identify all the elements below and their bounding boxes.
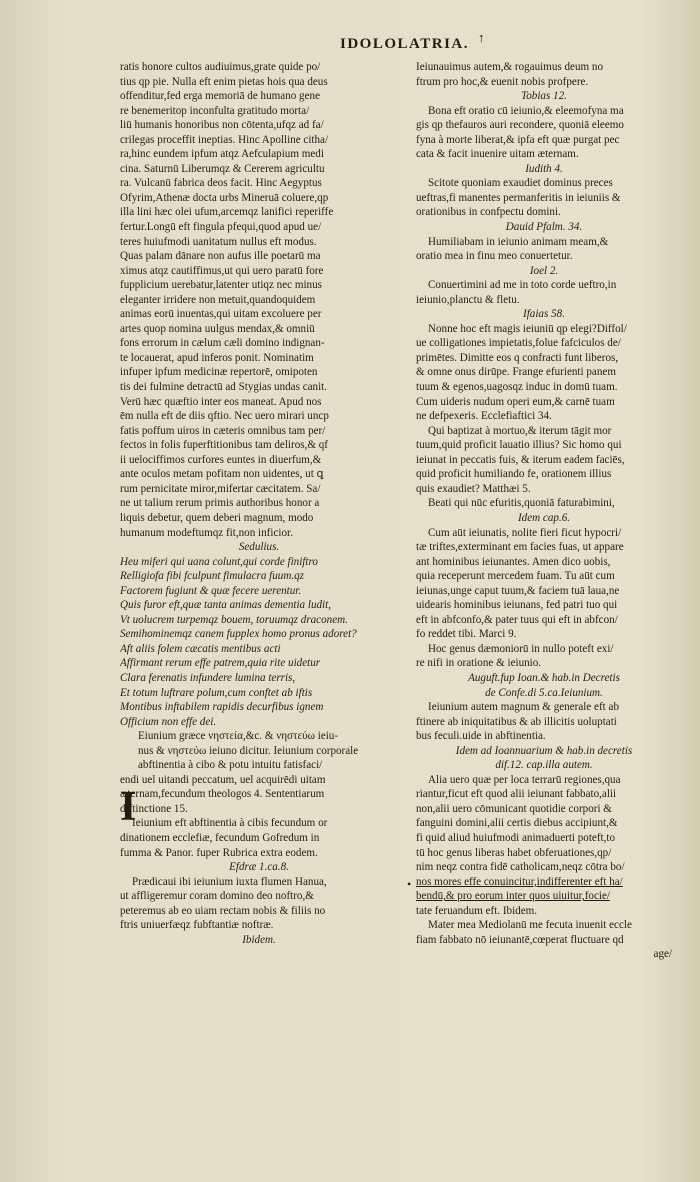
text-line: Quis furor eft,quæ tanta animas dementia ludit,	[120, 599, 331, 612]
text-line: & omne onus dirūpe. Frange efurienti panem	[416, 366, 616, 379]
text-line: nim neqz contra fidē catholicam,neqz cōtra bo/	[416, 861, 625, 874]
text-line: tis dei fulmine detractū ad Stygias undas canit.	[120, 381, 328, 394]
text-line: peteremus ab eo uiam rectam nobis & filiis no	[120, 904, 326, 917]
text-line: rum pernicitate miror,mifertar cæcitatem. Sa/	[120, 482, 321, 495]
text-line: tate feruandum eft. Ibidem.	[416, 904, 538, 917]
text-line: fertur.Longū eft fingula pfequi,quod apud ue/	[120, 221, 322, 234]
text-line: ra,hinc eundem ipfum atqz Aefculapium medi	[120, 148, 324, 161]
text-line: crilegas proceffit ineptias. Hinc Apolline citha/	[120, 133, 329, 146]
text-line: ftrum pro hoc,& euenit nobis profpere.	[416, 75, 589, 88]
text-line: riantur,ficut eft quod alii ieiunant fabbato,alii	[416, 788, 617, 801]
text-line: abftinentia à cibo & potu intuitu fatisfaci/	[138, 759, 323, 772]
text-line: ftris uniuerfæqz fubftantiæ noftræ.	[120, 919, 274, 932]
text-line: Scitote quoniam exaudiet dominus preces	[428, 177, 613, 190]
text-line: fectos in folis fuperftitionibus tam deliros,& qf	[120, 439, 328, 452]
text-line: fumma & Panor. fuper Rubrica extra eodem.	[120, 846, 318, 859]
text-line: tū hoc genus liberas habet obferuationes,qp/	[416, 846, 612, 859]
text-line: ant hominibus ieiunantes. Amen dico uobis,	[416, 555, 611, 568]
text-line: ieiunas,unge caput tuum,& faciem tuā laua,ne	[416, 584, 620, 597]
text-line: Relligiofa fibi fculpunt fimulacra fuum.qz	[120, 570, 304, 583]
text-line: fupplicium uerebatur,latenter utiqz nec minus	[120, 279, 322, 292]
text-line: Aft aliis folem cæcatis mentibus acti	[120, 642, 281, 655]
text-line: Et totum luftrare polum,cum conftet ab iftis	[120, 686, 313, 699]
text-line: Cum uideris nudum operi eum,& carnē tuam	[416, 395, 615, 408]
text-line: cata & facit inuenire uitam æternam.	[416, 148, 579, 161]
text-line: ratis honore cultos audiuimus,grate quide po/	[120, 61, 321, 73]
text-line: quis exaudiet? Matthæi 5.	[416, 482, 531, 495]
text-line: endi uel uitandi peccatum, uel acquirēdi uitam	[120, 773, 326, 786]
text-line: illa lini hæc olei ufum,arcemqz lanifici reperiffe	[120, 206, 334, 219]
text-line: oratio mea in finu meo conuertetur.	[416, 250, 573, 263]
text-line: tius qp pie. Nulla eft enim pietas hois qua deus	[120, 75, 328, 88]
text-line: Verū hæc quæftio inter eos maneat. Apud nos	[120, 395, 322, 408]
text-line: ieiunat in peccatis fuis, & iterum eadem faciēs,	[416, 453, 625, 466]
text-line: Factorem fugiunt & quæ fecere uerentur.	[120, 584, 302, 597]
text-line: bus feculi.uide in abftinentia.	[416, 730, 546, 743]
text-line: Semihominemqz canem fupplex homo pronus adoret?	[120, 628, 357, 641]
text-line: fyna à morte liberat,& ipfa eft quæ purgat pec	[416, 133, 620, 146]
text-line: nos mores effe conuincitur,indifferenter eft ha/	[416, 875, 623, 888]
text-line: ftinere ab iniquitatibus & ab illicitis uoluptati	[416, 715, 617, 728]
text-line: Nonne hoc eft magis ieiuniū qp elegi?Diffol/	[428, 322, 627, 335]
text-line: fatis poffum uiros in cæteris omnibus tam per/	[120, 424, 326, 437]
text-line: Mater mea Mediolanū me fecuta inuenit eccle	[428, 919, 632, 932]
text-line: ueftras,fi manentes permanferitis in ieiuniis &	[416, 191, 621, 204]
text-line: ne ut talium rerum primis authoribus honor a	[120, 497, 320, 510]
text-line: ne defpexeris. Ecclefiaftici 34.	[416, 410, 552, 423]
text-line: gis qp thefauros auri recondere, quoniā eleemo	[416, 119, 624, 132]
text-line: Clara ferenatis infundere lumina terris,	[120, 671, 296, 684]
text-line: uidearis hominibus ieiunans, fed patri tuo qui	[416, 599, 618, 612]
text-line: ut affligeremur coram domino deo noftro,&	[120, 890, 314, 903]
text-line: Ieiunauimus autem,& rogauimus deum no	[416, 61, 604, 73]
text-line: eleganter irridere non metuit,quandoquidem	[120, 293, 316, 306]
text-line: offenditur,fed erga memoriā de humano gene	[120, 90, 320, 103]
text-line: fo reddet tibi. Marci 9.	[416, 628, 517, 641]
text-line: ue colligationes impietatis,folue fafciculos de/	[416, 337, 621, 350]
right-column	[416, 60, 672, 962]
section-heading: Ifaias 58.	[523, 308, 565, 321]
text-line: Quas palam dānare non aufus ille poetarū ma	[120, 250, 321, 263]
text-line: Bona eft oratio cū ieiunio,& eleemofyna ma	[428, 104, 624, 117]
text-line: ra. Vulcanū fabrica deos facit. Hinc Aegyptus	[120, 177, 322, 190]
text-line: re benemeritop inconfulta gratitudo morta/	[120, 104, 310, 117]
text-line: Heu miferi qui uana colunt,qui corde finiftro	[120, 555, 318, 568]
text-line: liū humanis honoribus non cōtenta,ufqz ad fa/	[120, 119, 324, 132]
section-heading: Iudith 4.	[525, 162, 563, 175]
text-line: Ieiunium autem magnum & generale eft ab	[428, 701, 619, 714]
text-line: Ieiunium eft abftinentia à cibis fecundum or	[132, 817, 328, 830]
text-line: fi quid aliud huiufmodi animaduerti poteft,to	[416, 831, 616, 844]
text-line: ēm nulla eft de diis qftio. Nec uero mirari uncp	[120, 410, 329, 423]
text-line: age/	[653, 948, 672, 961]
text-line: infuper ipfum medicinæ repertorē, omipoten	[120, 366, 318, 379]
section-heading: dif.12. cap.illa autem.	[495, 759, 593, 772]
section-heading: Idem cap.6.	[517, 511, 571, 524]
section-heading: Efdræ 1.ca.8.	[229, 861, 289, 874]
text-line: orationibus in confpectu domini.	[416, 206, 561, 219]
text-line: eft in abfconfo,& pater tuus qui eft in abfcon/	[416, 613, 618, 626]
text-line: ante oculos metam pofitam non uidentes, ut ꝗ	[120, 468, 324, 481]
text-line: quia receperunt mercedem fuam. Tu aūt cum	[416, 570, 615, 583]
text-line: Officium non effe dei.	[120, 715, 217, 728]
section-heading: Dauid Pfalm. 34.	[505, 221, 583, 234]
text-line: liquis debetur, quem deberi magnum, modo	[120, 511, 314, 524]
folio-mark: ↑	[478, 30, 485, 45]
text-line: animas eorū inuentas,qui uitam excoluere per	[120, 308, 322, 321]
section-heading: Idem ad Ioannuarium & hab.in decretis	[455, 744, 633, 757]
text-line: Ofyrim,Athenæ docta urbs Mineruā coluere,qp	[120, 191, 329, 204]
text-line: ii uelociffimos curfores euntes in diuerfum,&	[120, 453, 322, 466]
text-line: tuum,quid proficit lauatio illius? Sic homo qui	[416, 439, 622, 452]
section-heading: Ibidem.	[242, 933, 276, 946]
text-line: nus & νηστεύω ieiuno dicitur. Ieiunium corporale	[138, 744, 359, 757]
text-line: Affirmant rerum effe patrem,quia rite uidetur	[120, 657, 321, 670]
running-head: IDOLOLATRIA.	[340, 36, 469, 52]
text-line: te locauerat, apud inferos ponit. Nominatim	[120, 351, 314, 364]
text-line: diftinctione 15.	[120, 802, 188, 815]
text-line: non,alii uero cōmunicant quotidie corpori &	[416, 802, 612, 815]
text-line: Alia uero quæ per loca terrarū regiones,qua	[428, 773, 621, 786]
text-line: fanguini domini,alii certis diebus accipiunt,&	[416, 817, 618, 830]
text-line: cina. Saturnū Liberumqz & Cererem agricultu	[120, 162, 325, 175]
text-line: primētes. Dimitte eos q confracti funt liberos,	[416, 351, 619, 364]
section-heading: Tobias 12.	[521, 90, 567, 103]
text-line: fiam fabbato nō ieiunantē,cœperat fluctuare qd	[416, 933, 624, 946]
section-heading: Sedulius.	[238, 541, 280, 554]
text-line: quid proficit humiliando fe, orationem illius	[416, 468, 612, 481]
margin-mark: •	[407, 877, 412, 891]
text-line: Beati qui nūc efuritis,quoniā faturabimini,	[428, 497, 615, 510]
text-line: Hoc genus dæmoniorū in nullo poteft exi/	[428, 642, 614, 655]
text-line: ieiunio,planctu & fletu.	[416, 293, 520, 306]
drop-cap-initial: I	[120, 784, 137, 830]
text-line: fons errorum in cælum cæli domino indignan-	[120, 337, 325, 350]
text-line: Prædicaui ibi ieiunium iuxta flumen Hanua,	[132, 875, 327, 888]
text-line: Eiunium græce νηστεία,&c. & νηστεύω ieiu-	[138, 730, 339, 743]
text-line: Vt uolucrem turpemqz bouem, toruumqz draconem.	[120, 613, 348, 626]
section-heading: de Confe.di 5.ca.Ieiunium.	[485, 686, 603, 699]
section-heading: Auguft.fup Ioan.& hab.in Decretis	[468, 671, 620, 684]
left-column	[120, 60, 398, 947]
text-line: bendū,& pro eorum inter quos uiuitur,focie/	[416, 890, 610, 903]
section-heading: Ioel 2.	[529, 264, 559, 277]
text-line: Humiliabam in ieiunio animam meam,&	[428, 235, 609, 248]
text-line: re nifi in oratione & ieiunio.	[416, 657, 542, 670]
text-line: Qui baptizat à mortuo,& iterum tāgit mor	[428, 424, 612, 437]
text-line: teres huiufmodi uanitatum nullus eft modus.	[120, 235, 317, 248]
text-line: Cum aūt ieiunatis, nolite fieri ficut hypocri/	[428, 526, 622, 539]
text-line: humanum modeftumqz fit,non inficior.	[120, 526, 293, 539]
text-line: artes quop nomina uulgus mendax,& omniū	[120, 322, 315, 335]
text-line: Montibus inftabilem rapidis decurfibus ignem	[120, 701, 324, 714]
text-line: tæ triftes,exterminant em facies fuas, ut appare	[416, 541, 624, 554]
text-line: Conuertimini ad me in toto corde ueftro,in	[428, 279, 617, 292]
text-line: dinationem ecclefiæ, fecundum Gofredum in	[120, 831, 320, 844]
text-line: ximus atqz cautiffimus,ut qui uero paratū fore	[120, 264, 324, 277]
text-line: æternam,fecundum theologos 4. Sententiarum	[120, 788, 325, 801]
text-line: tuum & egenos,uagosqz induc in domū tuam.	[416, 381, 618, 394]
